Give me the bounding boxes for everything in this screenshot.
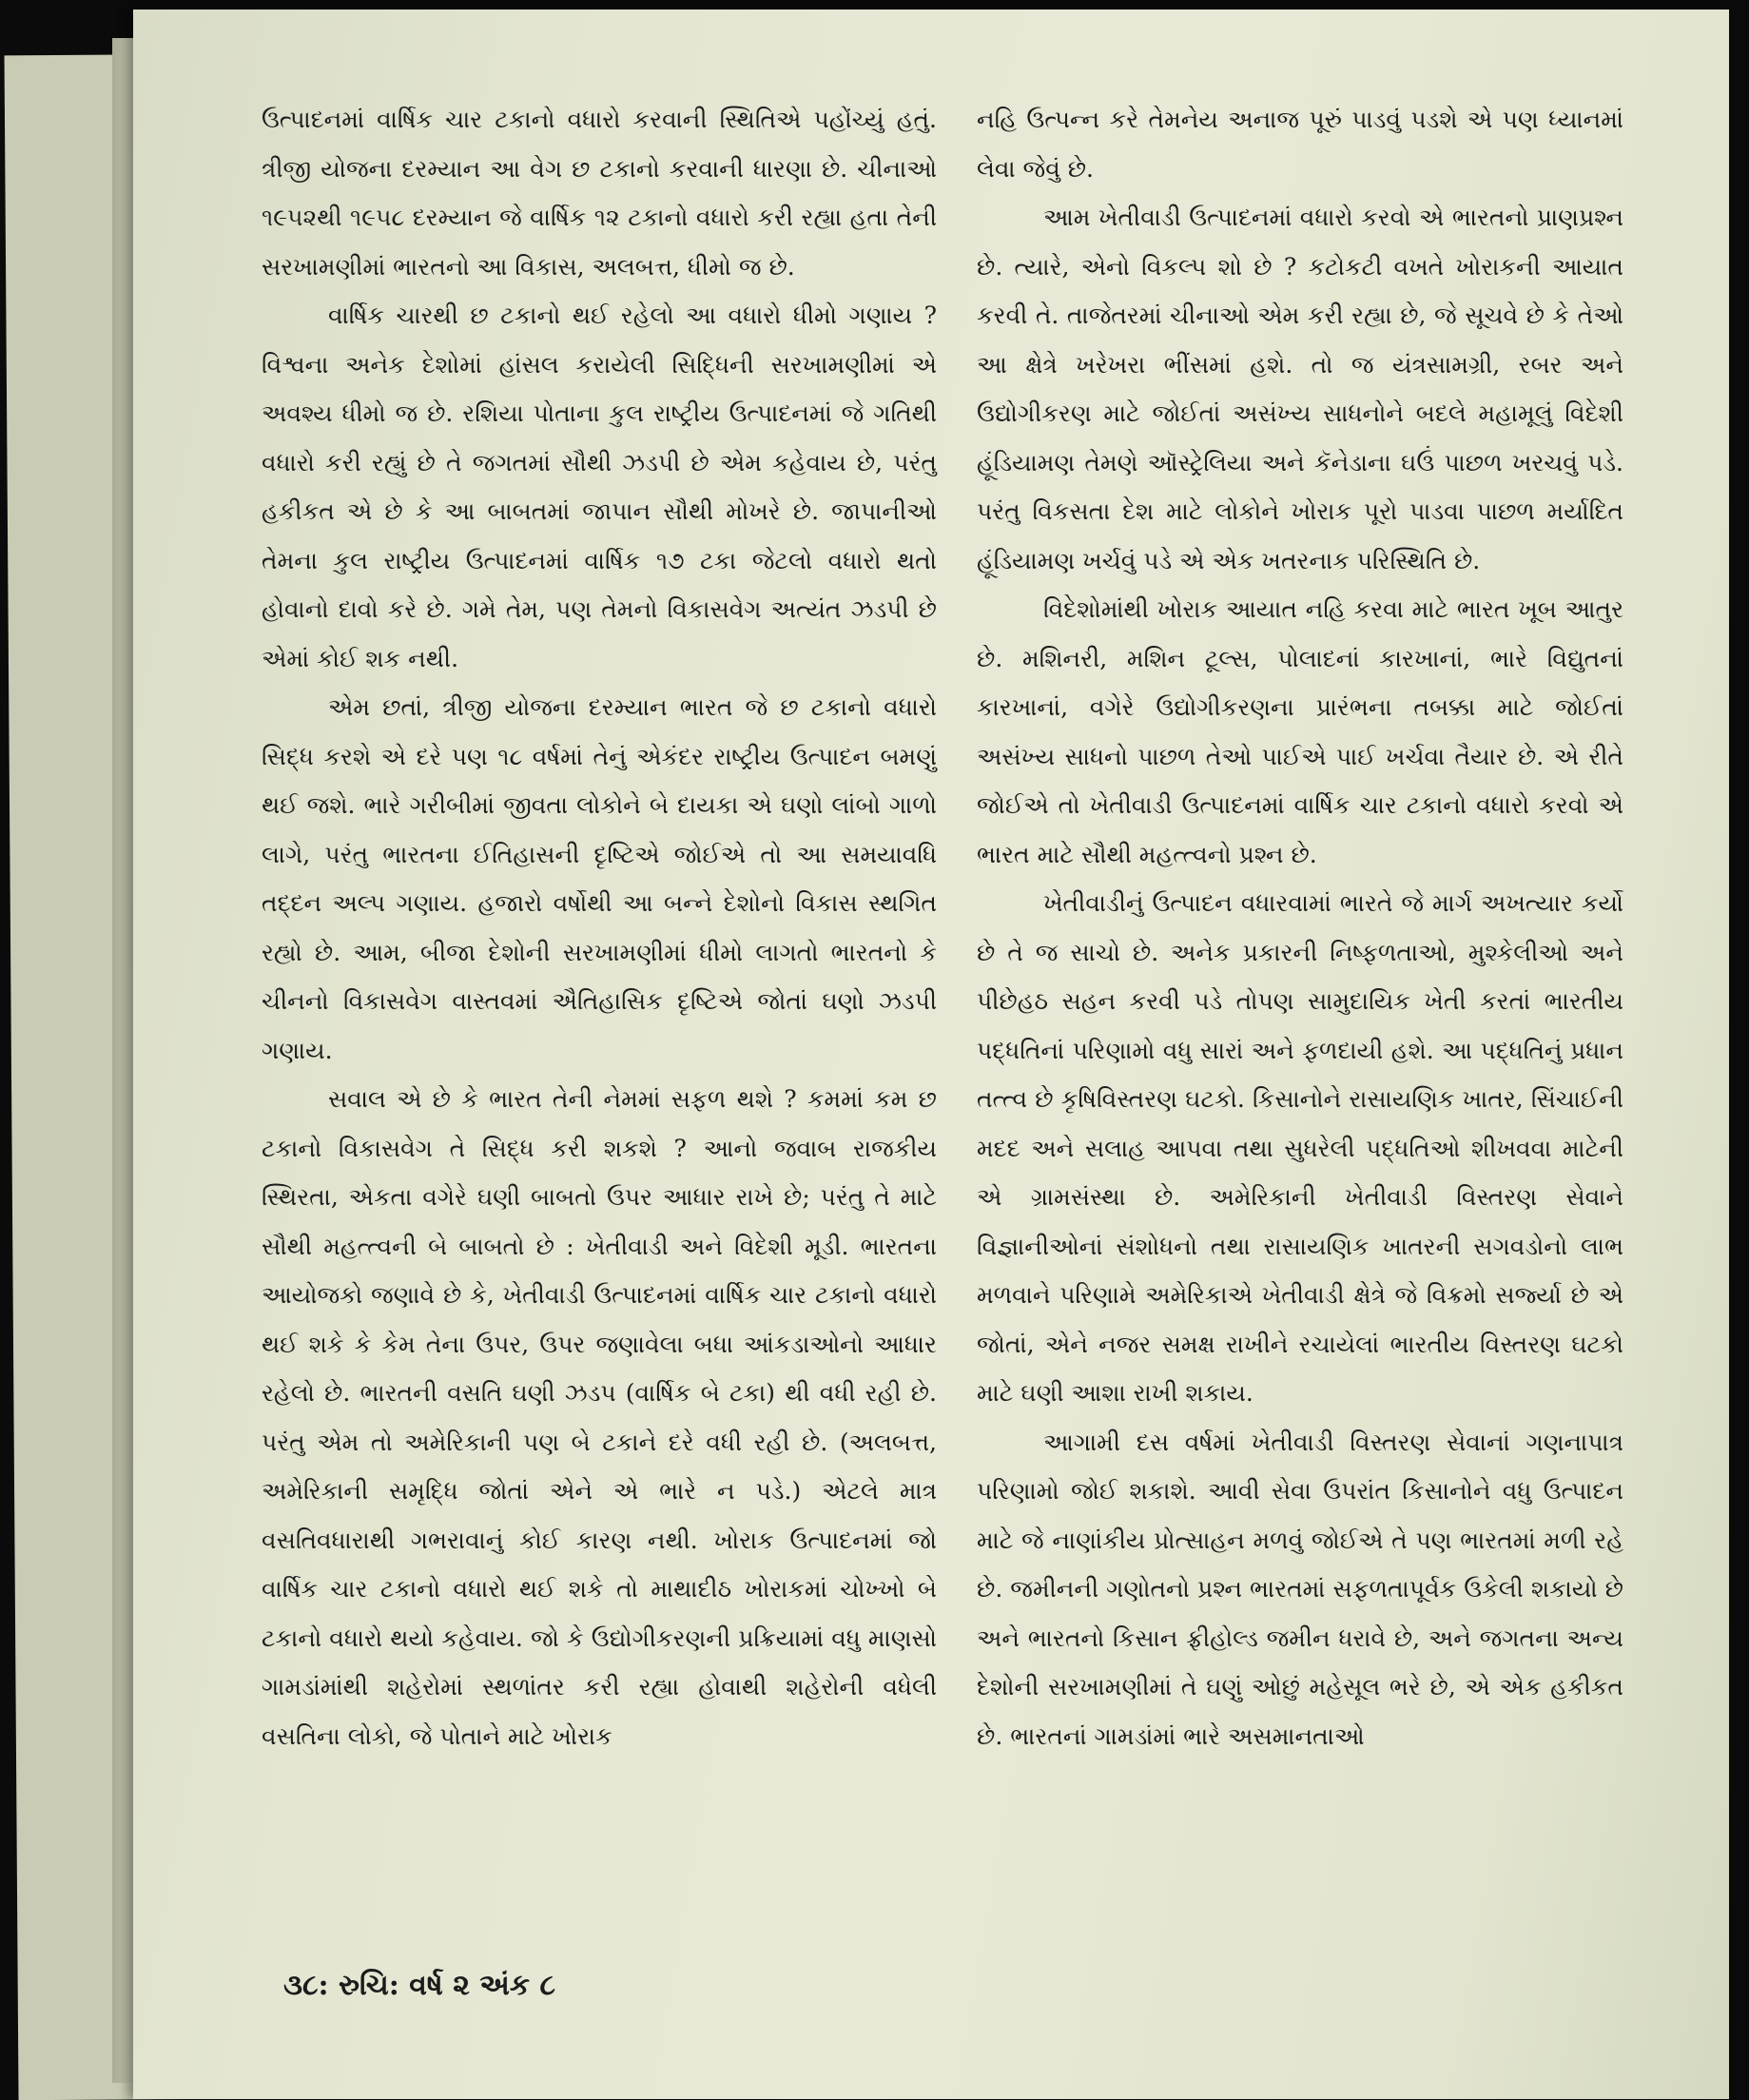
right-paragraph-2: આમ ખેતીવાડી ઉત્પાદનમાં વધારો કરવો એ ભારતનો પ્રાણપ્રશ્ન છે. ત્યારે, એનો વિકલ્પ શો છે ? કટોકટી વખતે ખોરાકની આયાત કરવી તે. તાજેતરમાં ચીનાઓ એમ કરી રહ્યા છે, જે સૂચવે છે કે તેઓ આ ક્ષેત્રે ખરેખરા ભીંસમાં હશે. તો જ યંત્રસામગ્રી, રબર અને ઉદ્યોગીકરણ માટે જોઈતાં અસંખ્ય સાધનોને બદલે મહામૂલું વિદેશી હૂંડિયામણ તેમણે ઑસ્ટ્રેલિયા અને કૅનેડાના ઘઉં પાછળ ખરચવું પડે. પરંતુ વિકસતા દેશ માટે લોકોને ખોરાક પૂરો પાડવા પાછળ મર્યાદિત હૂંડિયામણ ખર્ચવું પડે એ એક ખતરનાક પરિસ્થિતિ છે. [977, 204, 1623, 574]
left-column [262, 95, 937, 1760]
left-paragraph-2: વાર્ષિક ચારથી છ ટકાનો થઈ રહેલો આ વધારો ધીમો ગણાય ? વિશ્વના અનેક દેશોમાં હાંસલ કરાયેલી સિદ્ધિની સરખામણીમાં એ અવશ્ય ધીમો જ છે. રશિયા પોતાના કુલ રાષ્ટ્રીય ઉત્પાદનમાં જે ગતિથી વધારો કરી રહ્યું છે તે જગતમાં સૌથી ઝડપી છે એમ કહેવાય છે, પરંતુ હકીકત એ છે કે આ બાબતમાં જાપાન સૌથી મોખરે છે. જાપાનીઓ તેમના કુલ રાષ્ટ્રીય ઉત્પાદનમાં વાર્ષિક ૧૭ ટકા જેટલો વધારો થતો હોવાનો દાવો કરે છે. ગમે તેમ, પણ તેમનો વિકાસવેગ અત્યંત ઝડપી છે એમાં કોઈ શક નથી. [262, 301, 937, 672]
right-paragraph-5: આગામી દસ વર્ષમાં ખેતીવાડી વિસ્તરણ સેવાનાં ગણનાપાત્ર પરિણામો જોઈ શકાશે. આવી સેવા ઉપરાંત કિસાનોને વધુ ઉત્પાદન માટે જે નાણાંકીય પ્રોત્સાહન મળવું જોઈએ તે પણ ભારતમાં મળી રહે છે. જમીનની ગણોતનો પ્રશ્ન ભારતમાં સફળતાપૂર્વક ઉકેલી શકાયો છે અને ભારતનો કિસાન ફ્રીહોલ્ડ જમીન ધરાવે છે, અને જગતના અન્ય દેશોની સરખામણીમાં તે ઘણું ઓછું મહેસૂલ ભરે છે, એ એક હકીકત છે. ભારતનાં ગામડાંમાં ભારે અસમાનતાઓ [977, 1428, 1623, 1750]
left-paragraph-1: ઉત્પાદનમાં વાર્ષિક ચાર ટકાનો વધારો કરવાની સ્થિતિએ પહોંચ્યું હતું. ત્રીજી યોજના દરમ્યાન આ વેગ છ ટકાનો કરવાની ધારણા છે. ચીનાઓ ૧૯૫૨થી ૧૯૫૮ દરમ્યાન જે વાર્ષિક ૧૨ ટકાનો વધારો કરી રહ્યા હતા તેની સરખામણીમાં ભારતનો આ વિકાસ, અલબત્ત, ધીમો જ છે. [262, 106, 937, 281]
left-paragraph-3: એમ છતાં, ત્રીજી યોજના દરમ્યાન ભારત જે છ ટકાનો વધારો સિદ્ધ કરશે એ દરે પણ ૧૮ વર્ષમાં તેનું એકંદર રાષ્ટ્રીય ઉત્પાદન બમણું થઈ જશે. ભારે ગરીબીમાં જીવતા લોકોને બે દાયકા એ ઘણો લાંબો ગાળો લાગે, પરંતુ ભારતના ઈતિહાસની દૃષ્ટિએ જોઈએ તો આ સમયાવધિ તદ્દન અલ્પ ગણાય. હજારો વર્ષોથી આ બન્ને દેશોનો વિકાસ સ્થગિત રહ્યો છે. આમ, બીજા દેશોની સરખામણીમાં ધીમો લાગતો ભારતનો કે ચીનનો વિકાસવેગ વાસ્તવમાં ઐતિહાસિક દૃષ્ટિએ જોતાં ઘણો ઝડપી ગણાય. [262, 693, 937, 1064]
right-column [977, 95, 1623, 1760]
page-footer: ૩૮: રુચિ: વર્ષ ૨ અંક ૮ [283, 1969, 556, 2002]
right-paragraph-4: ખેતીવાડીનું ઉત્પાદન વધારવામાં ભારતે જે માર્ગ અખત્યાર કર્યો છે તે જ સાચો છે. અનેક પ્રકારની નિષ્ફળતાઓ, મુશ્કેલીઓ અને પીછેહઠ સહન કરવી પડે તોપણ સામુદાયિક ખેતી કરતાં ભારતીય પદ્ધતિનાં પરિણામો વધુ સારાં અને ફળદાયી હશે. આ પદ્ધતિનું પ્રધાન તત્ત્વ છે કૃષિવિસ્તરણ ઘટકો. કિસાનોને રાસાયણિક ખાતર, સિંચાઈની મદદ અને સલાહ આપવા તથા સુધરેલી પદ્ધતિઓ શીખવવા માટેની એ ગ્રામસંસ્થા છે. અમેરિકાની ખેતીવાડી વિસ્તરણ સેવાને વિજ્ઞાનીઓનાં સંશોધનો તથા રાસાયણિક ખાતરની સગવડોનો લાભ મળવાને પરિણામે અમેરિકાએ ખેતીવાડી ક્ષેત્રે જે વિક્રમો સર્જ્યા છે એ જોતાં, એને નજર સમક્ષ રાખીને રચાયેલાં ભારતીય વિસ્તરણ ઘટકો માટે ઘણી આશા રાખી શકાય. [977, 889, 1623, 1407]
right-paragraph-3: વિદેશોમાંથી ખોરાક આયાત નહિ કરવા માટે ભારત ખૂબ આતુર છે. મશિનરી, મશિન ટૂલ્સ, પોલાદનાં કારખાનાં, ભારે વિદ્યુતનાં કારખાનાં, વગેરે ઉદ્યોગીકરણના પ્રારંભના તબક્કા માટે જોઈતાં અસંખ્ય સાધનો પાછળ તેઓ પાઈએ પાઈ ખર્ચવા તૈયાર છે. એ રીતે જોઈએ તો ખેતીવાડી ઉત્પાદનમાં વાર્ષિક ચાર ટકાનો વધારો કરવો એ ભારત માટે સૌથી મહત્ત્વનો પ્રશ્ન છે. [977, 595, 1623, 868]
left-paragraph-4: સવાલ એ છે કે ભારત તેની નેમમાં સફળ થશે ? કમમાં કમ છ ટકાનો વિકાસવેગ તે સિદ્ધ કરી શકશે ? આનો જવાબ રાજકીય સ્થિરતા, એકતા વગેરે ઘણી બાબતો ઉપર આધાર રાખે છે; પરંતુ તે માટે સૌથી મહત્ત્વની બે બાબતો છે : ખેતીવાડી અને વિદેશી મૂડી. ભારતના આયોજકો જણાવે છે કે, ખેતીવાડી ઉત્પાદનમાં વાર્ષિક ચાર ટકાનો વધારો થઈ શકે કે કેમ તેના ઉપર, ઉપર જણાવેલા બધા આંકડાઓનો આધાર રહેલો છે. ભારતની વસતિ ઘણી ઝડપ (વાર્ષિક બે ટકા) થી વધી રહી છે. પરંતુ એમ તો અમેરિકાની પણ બે ટકાને દરે વધી રહી છે. (અલબત્ત, અમેરિકાની સમૃદ્ધિ જોતાં એને એ ભારે ન પડે.) એટલે માત્ર વસતિવધારાથી ગભરાવાનું કોઈ કારણ નથી. ખોરાક ઉત્પાદનમાં જો વાર્ષિક ચાર ટકાનો વધારો થઈ શકે તો માથાદીઠ ખોરાકમાં ચોખ્ખો બે ટકાનો વધારો થયો કહેવાય. જો કે ઉદ્યોગીકરણની પ્રક્રિયામાં વધુ માણસો ગામડાંમાંથી શહેરોમાં સ્થળાંતર કરી રહ્યા હોવાથી શહેરોની વધેલી વસતિના લોકો, જે પોતાને માટે ખોરાક [262, 1085, 937, 1750]
scan-right-edge [1729, 0, 1749, 2099]
right-paragraph-1: નહિ ઉત્પન્ન કરે તેમનેય અનાજ પૂરું પાડવું પડશે એ પણ ધ્યાનમાં લેવા જેવું છે. [977, 106, 1623, 183]
